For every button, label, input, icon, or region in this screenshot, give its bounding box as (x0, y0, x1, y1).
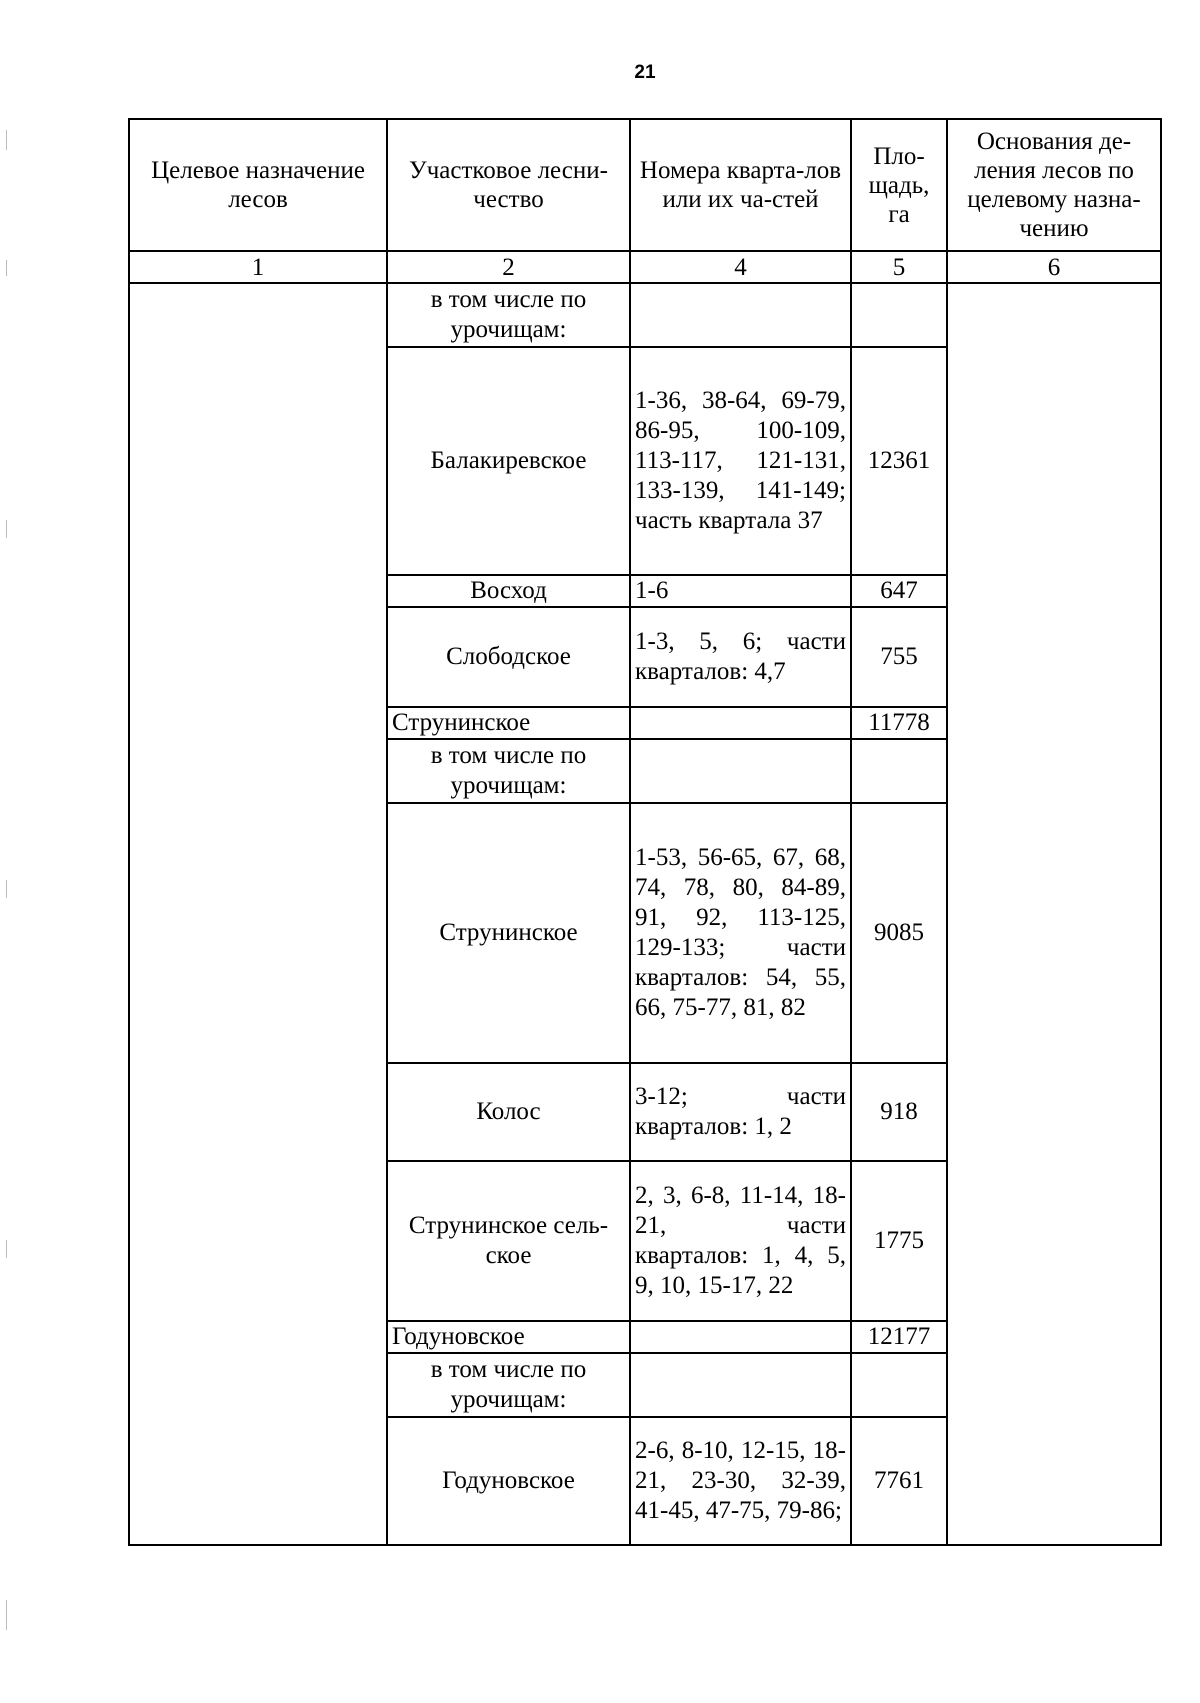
page-number: 21 (634, 62, 656, 83)
forestry-cell: Струнинское (387, 707, 630, 739)
quarters-cell: 3-12; части кварталов: 1, 2 (630, 1063, 851, 1161)
header-quarters: Номера кварта-лов или их ча-стей (630, 119, 851, 251)
forestry-cell: в том числе по урочищам: (387, 283, 630, 347)
area-cell (851, 1353, 947, 1417)
forestry-cell: Балакиревское (387, 347, 630, 575)
forestry-cell: в том числе по урочищам: (387, 1353, 630, 1417)
area-cell: 9085 (851, 803, 947, 1063)
column-numbers-row (129, 251, 1161, 283)
scan-mark (6, 880, 7, 898)
column-number: 4 (630, 251, 851, 283)
header-forestry: Участковое лесни-чество (387, 119, 630, 251)
forest-division-table (128, 118, 1162, 1546)
area-cell: 11778 (851, 707, 947, 739)
column-number: 5 (851, 251, 947, 283)
purpose-cell (129, 283, 387, 1545)
area-cell: 918 (851, 1063, 947, 1161)
forestry-cell: Годуновское (387, 1321, 630, 1353)
forestry-cell: Восход (387, 575, 630, 607)
area-cell (851, 283, 947, 347)
area-cell: 12361 (851, 347, 947, 575)
forestry-cell: Годуновское (387, 1417, 630, 1545)
quarters-cell: 2-6, 8-10, 12-15, 18-21, 23-30, 32-39, 41-45, 47-75, 79-86; (630, 1417, 851, 1545)
header-basis: Основания де-ления лесов по целевому назна-чению (947, 119, 1161, 251)
forestry-cell: Струнинское сель-ское (387, 1161, 630, 1321)
forestry-cell: Слободское (387, 607, 630, 707)
header-area: Пло-щадь, га (851, 119, 947, 251)
area-cell (851, 739, 947, 803)
table-row (129, 283, 1161, 347)
quarters-cell (630, 1353, 851, 1417)
forestry-cell: Колос (387, 1063, 630, 1161)
area-cell: 7761 (851, 1417, 947, 1545)
area-cell: 647 (851, 575, 947, 607)
scan-mark (6, 1240, 7, 1258)
basis-cell (947, 283, 1161, 1545)
area-cell: 755 (851, 607, 947, 707)
quarters-cell: 1-6 (630, 575, 851, 607)
forestry-cell: в том числе по урочищам: (387, 739, 630, 803)
scan-mark (6, 1600, 7, 1630)
quarters-cell: 2, 3, 6-8, 11-14, 18-21, части кварталов: 1, 4, 5, 9, 10, 15-17, 22 (630, 1161, 851, 1321)
forestry-cell: Струнинское (387, 803, 630, 1063)
quarters-cell: 1-53, 56-65, 67, 68, 74, 78, 80, 84-89, 91, 92, 113-125, 129-133; части кварталов: 54, 55, 66, 75-77, 81, 82 (630, 803, 851, 1063)
scan-mark (6, 520, 7, 538)
scan-mark (6, 130, 7, 150)
quarters-cell (630, 283, 851, 347)
column-number: 6 (947, 251, 1161, 283)
area-cell: 1775 (851, 1161, 947, 1321)
quarters-cell: 1-3, 5, 6; части кварталов: 4,7 (630, 607, 851, 707)
quarters-cell (630, 707, 851, 739)
quarters-cell (630, 739, 851, 803)
area-cell: 12177 (851, 1321, 947, 1353)
scan-mark (6, 260, 7, 276)
header-row (129, 119, 1161, 251)
header-purpose: Целевое назначение лесов (129, 119, 387, 251)
column-number: 1 (129, 251, 387, 283)
column-number: 2 (387, 251, 630, 283)
quarters-cell (630, 1321, 851, 1353)
quarters-cell: 1-36, 38-64, 69-79, 86-95, 100-109, 113-117, 121-131, 133-139, 141-149; часть квартала 37 (630, 347, 851, 575)
